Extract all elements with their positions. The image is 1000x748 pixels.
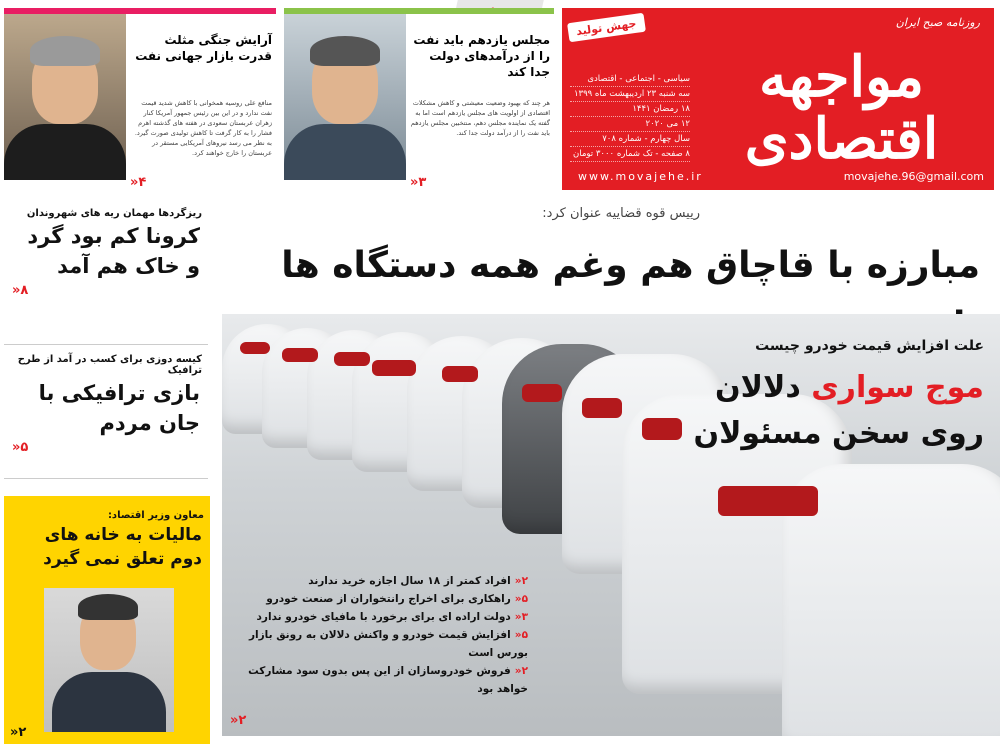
photo-headline-red: موج سواری [811,370,984,405]
sidebar-kicker: کیسه دوزی برای کسب در آمد از طرح ترافیک [17,354,202,376]
related-story-text: فروش خودروسازان از این پس بدون سود مشارکت خواهد بود [248,665,528,695]
slogan-badge: جهش تولید [567,13,645,42]
related-story-text: افراد کمتر از ۱۸ سال اجازه خرید ندارند [308,575,511,587]
related-story-text: دولت اراده ای برای برخورد با مافیای خودرو ندارد [256,611,511,623]
sidebar-title: بازی ترافیکی با جان مردم [38,381,200,435]
tail-light [522,384,562,402]
page-ref: ۲« [230,713,247,728]
lead-kicker: رییس قوه قضاییه عنوان کرد: [542,206,700,221]
page-ref: ۲« [10,725,27,740]
page-ref: ۴« [130,175,147,190]
page-ref: ۵« [514,629,528,641]
photo-headline-rest: دلالان [715,370,801,405]
sidebar-story-dust[interactable] [4,204,208,345]
tail-light [582,398,622,418]
photo-headline-block[interactable] [660,324,1000,504]
masthead-footer [562,166,994,188]
issue-info-line: سال چهارم - شماره ۷۰۸ [570,132,690,147]
sidebar-story-tax[interactable] [4,496,210,744]
issue-info-line: سیاسی - اجتماعی - اقتصادی [570,72,690,87]
sidebar-story-traffic[interactable] [4,350,208,479]
teaser-photo [4,14,126,180]
person-body [4,124,126,180]
related-story[interactable] [228,590,528,608]
sidebar-kicker: معاون وزیر اقتصاد: [107,510,204,521]
related-story[interactable] [228,572,528,590]
photo-headline-line2: روی سخن مسئولان [693,416,984,451]
teaser-body: هر چند که بهبود وضعیت معیشتی و کاهش مشکلات اقتصادی از اولویت های مجلس یازدهم است اما به گفته یک نماینده مجلس دهم، منتخبین مجلس یازدهم باید نفت را از درآمد دولت جدا کند. [410,99,550,137]
teaser-headline: آرایش جنگی مثلث قدرت بازار جهانی نفت [135,33,272,63]
teaser-oil-power-triangle[interactable] [4,8,276,194]
related-story-text: افزایش قیمت خودرو و واکنش دلالان به رونق بازار بورس است [248,629,528,659]
sidebar [0,196,210,748]
page-ref: ۲« [514,665,528,677]
lead-headline[interactable]: مبارزه با قاچاق هم وغم همه دستگاه ها [281,245,980,286]
teaser-body: منافع علی روسیه همخوانی با کاهش شدید قیمت نفت ندارد و در این بین رئیس جمهور آمریکا کنار زهران عربستان سعودی در هفته های گذشته اهرم فشار را به کار گرفت تا کاهش تولیدی صورت گیرد. به نظر می رسد نیروهای آمریکایی مستقر در عربستان را خارج خواهند کرد. [134,99,272,157]
person-hair [78,594,138,620]
newspaper-logo[interactable]: مواجهه اقتصادی [744,44,939,172]
cars-photo [222,314,1000,736]
tail-light [442,366,478,382]
person-body [52,672,166,732]
photo-headline [715,370,984,405]
person-hair [30,36,100,66]
sidebar-title: مالیات به خانه های دوم تعلق نمی گیرد [43,525,202,569]
issue-info-line: سه شنبه ۲۳ اردیبهشت ماه ۱۳۹۹ [570,87,690,102]
teaser-headline: مجلس یازدهم باید نفت را از درآمدهای دولت جدا کند [413,33,550,79]
related-story-text: راهکاری برای اخراج رانتخواران از صنعت خودرو [266,593,511,605]
page-ref: ۳« [514,611,528,623]
sidebar-kicker: ریزگردها مهمان ریه های شهروندان [26,208,202,219]
related-stories-list [228,572,528,698]
issue-info-line: ۸ صفحه - تک شماره ۳۰۰۰ تومان [570,147,690,162]
masthead [562,8,994,190]
tail-light [334,352,370,366]
masthead-tagline: روزنامه صبح ایران [895,16,980,29]
page-ref: ۵« [514,593,528,605]
related-story[interactable] [228,662,528,698]
email-link[interactable]: movajehe.96@gmail.com [843,170,984,183]
related-story[interactable] [228,608,528,626]
person-hair [310,36,380,66]
page-ref: ۸« [12,283,29,298]
photo-kicker: علت افزایش قیمت خودرو چیست [755,338,984,354]
teaser-photo [284,14,406,180]
tail-light [240,342,270,354]
issue-info-line: ۱۸ رمضان ۱۴۴۱ [570,102,690,117]
tail-light [372,360,416,376]
website-link[interactable]: www.movajehe.ir [578,170,703,183]
related-story[interactable] [228,626,528,662]
sidebar-title: کرونا کم بود گرد و خاک هم آمد [27,224,200,278]
person-body [284,124,406,180]
page-ref: ۳« [410,175,427,190]
page-ref: ۲« [514,575,528,587]
page-ref: ۵« [12,440,29,455]
issue-info [570,72,690,162]
teaser-oil-parliament[interactable] [284,8,554,194]
tail-light [282,348,318,362]
official-photo [44,588,174,732]
issue-info-line: ۱۲ می ۲۰۲۰ [570,117,690,132]
